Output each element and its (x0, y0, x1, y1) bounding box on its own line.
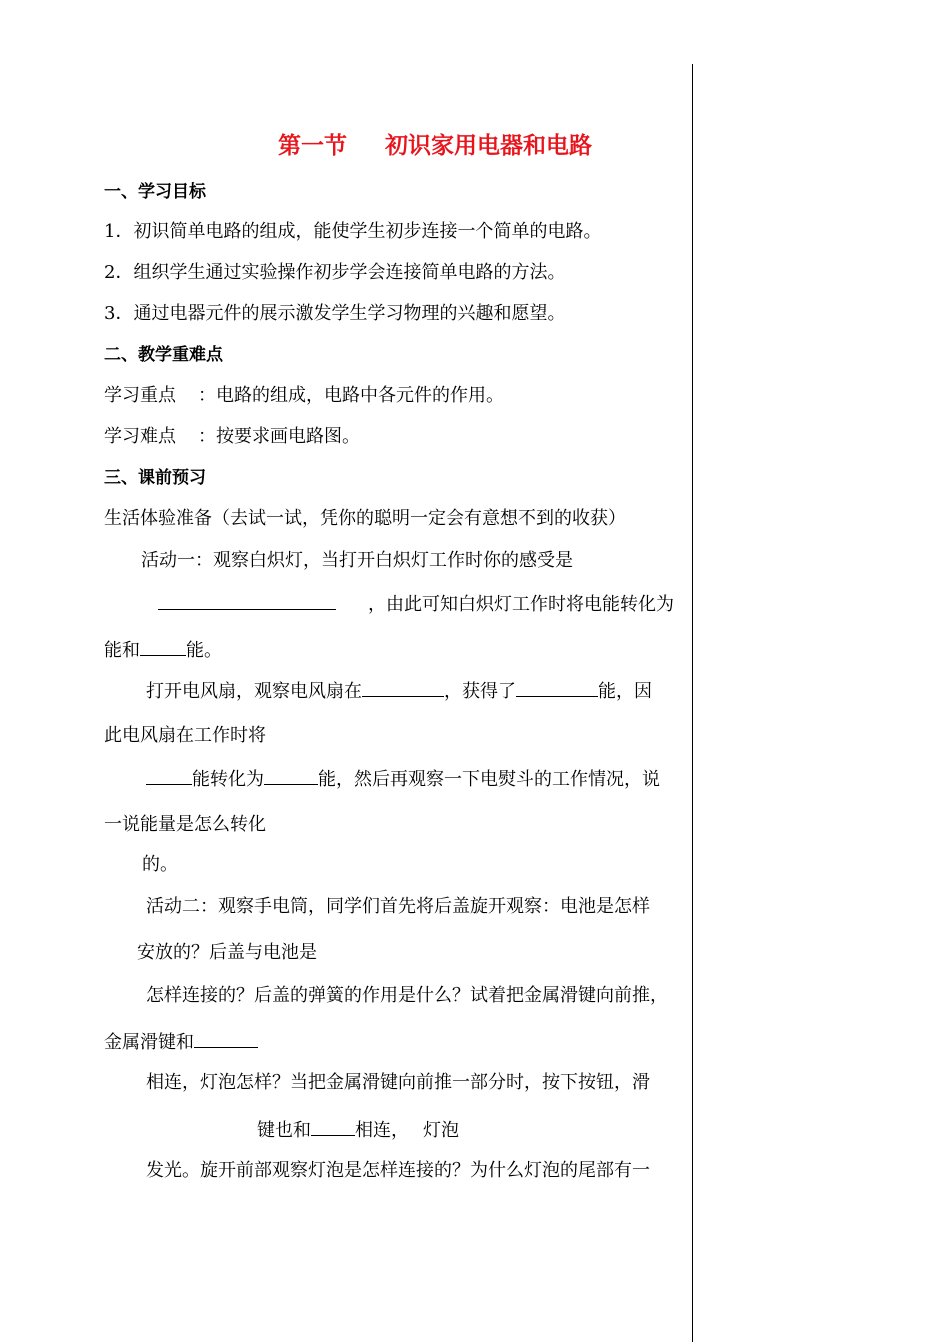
activity2-line7: 发光。旋开前部观察灯泡是怎样连接的？为什么灯泡的尾部有一 (146, 1160, 650, 1181)
key-points-heading: 二、教学重难点 (104, 345, 223, 365)
activity1-line1: 活动一：观察白炽灯，当打开白炽灯工作时你的感受是 (141, 550, 573, 571)
goals-heading: 一、学习目标 (104, 182, 206, 202)
activity2-line4 (104, 1030, 258, 1054)
margin-rule (692, 64, 693, 1342)
activity2-line2: 安放的？后盖与电池是 (137, 942, 317, 963)
title-section: 第一节 (278, 132, 347, 159)
difficult-point-line (104, 426, 360, 448)
activity1-line3 (104, 638, 222, 662)
goal-item-3: 3．通过电器元件的展示激发学生学习物理的兴趣和愿望。 (104, 303, 566, 324)
title-topic: 初识家用电器和电路 (385, 132, 592, 159)
key-point-text: ：电路的组成，电路中各元件的作用。 (198, 385, 504, 406)
key-point-label: 学习重点 (104, 385, 176, 406)
activity2-line6-c: 灯泡 (423, 1120, 459, 1141)
goal-item-2: 2．组织学生通过实验操作初步学会连接简单电路的方法。 (104, 262, 566, 283)
answer-blank[interactable] (311, 1118, 355, 1136)
activity2-line4-text: 金属滑键和 (104, 1032, 194, 1053)
activity2-line6-b: 相连， (355, 1120, 409, 1141)
key-point-line (104, 385, 504, 407)
activity2-line5: 相连，灯泡怎样？当把金属滑键向前推一部分时，按下按钮，滑 (146, 1072, 650, 1093)
answer-blank[interactable] (264, 767, 318, 785)
answer-blank[interactable] (516, 679, 598, 697)
answer-blank[interactable] (362, 679, 444, 697)
fan-line3-b: 能，然后再观察一下电熨斗的工作情况，说 (318, 769, 660, 790)
answer-blank[interactable] (158, 592, 336, 610)
activity1-line3-a: 能和 (104, 640, 140, 661)
activity2-line6-a: 键也和 (257, 1120, 311, 1141)
fan-line3 (146, 767, 660, 791)
difficult-point-text: ：按要求画电路图。 (198, 426, 360, 447)
difficult-point-label: 学习难点 (104, 426, 176, 447)
answer-blank[interactable] (140, 638, 186, 656)
preview-heading: 三、课前预习 (104, 468, 206, 488)
goal-item-1: 1．初识简单电路的组成，能使学生初步连接一个简单的电路。 (104, 221, 602, 242)
fan-line1-b: ，获得了 (444, 681, 516, 702)
fan-line5: 的。 (142, 854, 178, 875)
fan-line4: 一说能量是怎么转化 (104, 814, 266, 835)
fan-line3-a: 能转化为 (192, 769, 264, 790)
answer-blank[interactable] (146, 767, 192, 785)
activity1-line2-text: ，由此可知白炽灯工作时将电能转化为 (368, 594, 674, 615)
activity2-line6 (257, 1118, 459, 1142)
activity1-line2 (158, 592, 674, 616)
activity2-line1: 活动二：观察手电筒，同学们首先将后盖旋开观察：电池是怎样 (146, 896, 650, 917)
activity1-line3-b: 能。 (186, 640, 222, 661)
preview-intro: 生活体验准备（去试一试，凭你的聪明一定会有意想不到的收获） (104, 508, 626, 529)
fan-line2: 此电风扇在工作时将 (104, 725, 266, 746)
fan-line1 (146, 679, 652, 703)
fan-line1-a: 打开电风扇，观察电风扇在 (146, 681, 362, 702)
fan-line1-c: 能，因 (598, 681, 652, 702)
activity2-line3: 怎样连接的？后盖的弹簧的作用是什么？试着把金属滑键向前推， (146, 985, 668, 1006)
answer-blank[interactable] (194, 1030, 258, 1048)
page-title (278, 133, 592, 159)
